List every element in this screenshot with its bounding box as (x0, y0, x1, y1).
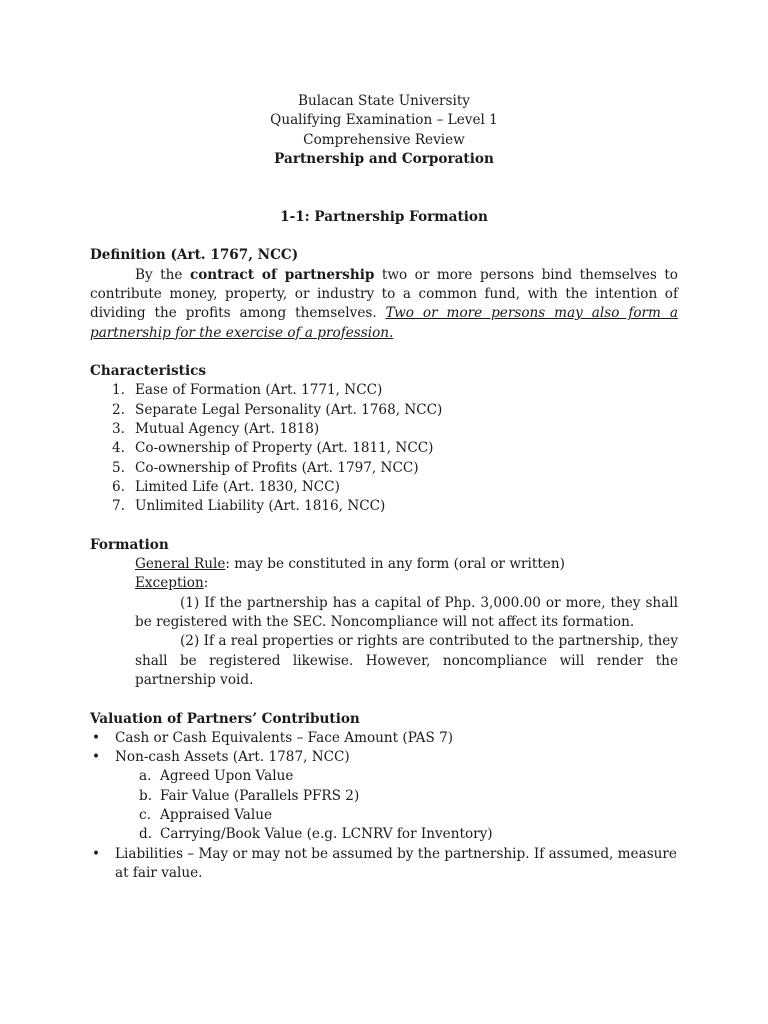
general-rule (135, 555, 678, 574)
list-item: 2. Separate Legal Personality (Art. 1768, NCC) (112, 401, 443, 418)
review-title: Comprehensive Review (303, 131, 465, 148)
noncash-subitems (90, 767, 678, 844)
exception-2: (2) If a real properties or rights are contributed to the partnership, they shall be registered likewise. However, noncompliance will render the partnership void. (135, 633, 678, 688)
exception-label: Exception (135, 575, 204, 592)
formation-heading: Formation (90, 536, 169, 553)
definition-heading: Definition (Art. 1767, NCC) (90, 247, 299, 264)
definition-bold-term: contract of partnership (189, 266, 375, 283)
general-rule-text: : may be constituted in any form (oral or written) (225, 556, 565, 573)
definition-paragraph (90, 266, 678, 343)
list-item: 1. Ease of Formation (Art. 1771, NCC) (112, 382, 383, 399)
university-name: Bulacan State University (298, 93, 470, 109)
exam-title: Qualifying Examination – Level 1 (270, 112, 498, 129)
bullet-icon: • (92, 845, 101, 862)
list-item: 7. Unlimited Liability (Art. 1816, NCC) (112, 498, 386, 515)
list-item: • Non-cash Assets (Art. 1787, NCC) (90, 748, 678, 767)
list-item: 5. Co-ownership of Profits (Art. 1797, NCC) (112, 459, 419, 476)
valuation-list (90, 729, 678, 768)
general-rule-label: General Rule (135, 556, 226, 573)
document-page (90, 92, 678, 883)
section-title: 1-1: Partnership Formation (280, 208, 488, 225)
characteristics-heading: Characteristics (90, 363, 207, 380)
valuation-heading: Valuation of Partners’ Contribution (90, 710, 360, 727)
document-header (90, 92, 678, 169)
definition-text-post: two or more persons bind themselves to contribute money, property, or industry to a common fund, with the intention of dividing the profits among themselves. (90, 266, 678, 322)
formation-body (90, 555, 678, 690)
bullet-icon: • (92, 749, 101, 766)
bullet-icon: • (92, 729, 101, 746)
definition-underlined-note: Two or more persons may also form a partnership for the exercise of a profession. (90, 305, 678, 341)
list-item: • Liabilities – May or may not be assumed by the partnership. If assumed, measure at fair value. (92, 845, 677, 881)
list-item: d. Carrying/Book Value (e.g. LCNRV for Inventory) (139, 826, 493, 843)
list-item: c. Appraised Value (139, 806, 273, 823)
exception: Exception: (135, 575, 209, 592)
list-item: 3. Mutual Agency (Art. 1818) (112, 421, 320, 438)
list-item: a. Agreed Upon Value (139, 768, 294, 785)
exception-1: (1) If the partnership has a capital of Php. 3,000.00 or more, they shall be registered with the SEC. Noncompliance will not affect its formation. (135, 594, 678, 631)
list-item: • Cash or Cash Equivalents – Face Amount (PAS 7) (90, 729, 678, 748)
subject-title: Partnership and Corporation (274, 150, 494, 167)
list-item: 6. Limited Life (Art. 1830, NCC) (112, 478, 340, 495)
characteristics-list (90, 381, 678, 516)
definition-text-pre: By the (135, 266, 190, 283)
valuation-list-cont (90, 845, 678, 884)
list-item: 4. Co-ownership of Property (Art. 1811, NCC) (112, 440, 434, 457)
list-item: b. Fair Value (Parallels PFRS 2) (139, 787, 360, 804)
